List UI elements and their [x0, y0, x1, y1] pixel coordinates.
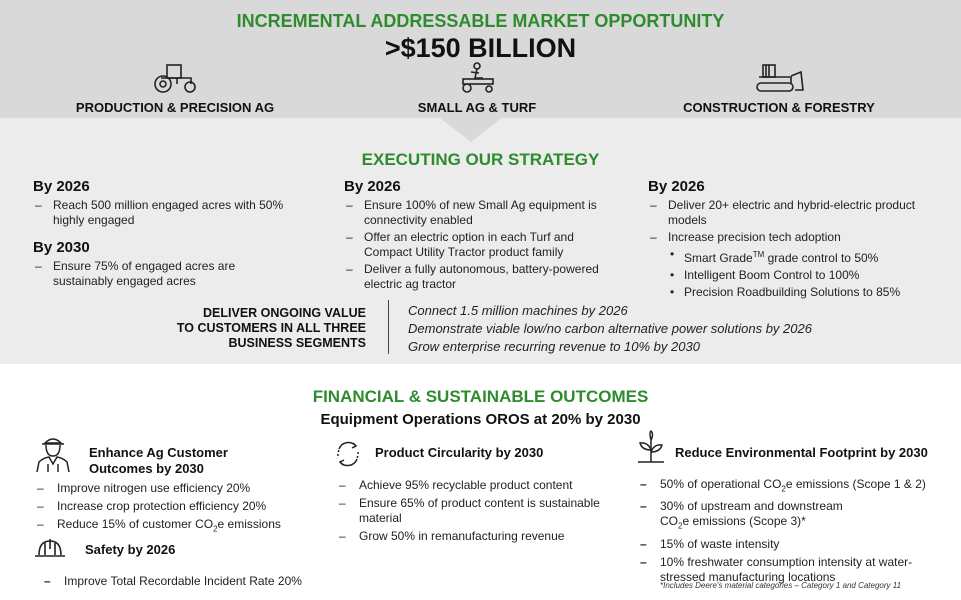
list-item: – 15% of waste intensity: [638, 537, 948, 552]
environment-list: [638, 477, 948, 588]
outcomes-title: FINANCIAL & SUSTAINABLE OUTCOMES: [312, 387, 649, 406]
tractor-icon: [151, 62, 199, 94]
year-heading: By 2026: [344, 178, 401, 195]
list-item: – Offer an electric option in each Turf and Compact Utility Tractor product family: [344, 230, 624, 260]
list-item: – Grow 50% in remanufacturing revenue: [337, 529, 607, 544]
list-item: – 10% freshwater consumption intensity at water-stressed manufacturing locations: [638, 555, 948, 585]
sub-list-item: • Smart Grade™ grade control to 50%: [648, 247, 948, 266]
goal-item: Grow enterprise recurring revenue to 10% by 2030: [408, 339, 700, 354]
safety-heading: Safety by 2026: [85, 542, 176, 557]
list-item: – Reduce 15% of customer $CO_2e$ emissions: [35, 517, 325, 536]
list-item: – Ensure 100% of new Small Ag equipment is connectivity enabled: [344, 198, 624, 228]
ag-outcomes-heading: Enhance Ag Customer Outcomes by 2030: [89, 445, 228, 476]
year-heading: By 2026: [648, 178, 705, 195]
circularity-heading: Product Circularity by 2030: [375, 445, 544, 460]
segment-construction-forestry: [629, 62, 929, 115]
list-item: – Deliver a fully autonomous, battery-powered electric ag tractor: [344, 262, 624, 292]
list-item: – Increase precision tech adoption: [648, 230, 948, 245]
list-item: – Ensure 75% of engaged acres are sustainably engaged acres: [33, 259, 293, 289]
ag-outcomes-list: [35, 481, 325, 539]
year-heading: By 2030: [33, 239, 90, 256]
list-item: – Reach 500 million engaged acres with 50% highly engaged: [33, 198, 293, 228]
circular-arrows-icon: [334, 440, 362, 468]
list-item: – Improve nitrogen use efficiency 20%: [35, 481, 325, 496]
hard-hat-icon: [33, 535, 67, 565]
strategy-column-production: [33, 179, 293, 291]
market-amount: >$150 BILLION: [384, 33, 577, 63]
farmer-icon: [33, 434, 73, 474]
list-item: – Deliver 20+ electric and hybrid-electric product models: [648, 198, 948, 228]
list-item: – 30% of upstream and downstream $CO_2e$ emissions (Scope 3)*: [638, 499, 948, 533]
list-item: – Improve Total Recordable Incident Rate 20%: [42, 574, 332, 589]
segment-production-precision-ag: [25, 62, 325, 115]
safety-list: [42, 574, 332, 592]
deliver-value-statement: DELIVER ONGOING VALUE TO CUSTOMERS IN ALL THREE BUSINESS SEGMENTS: [176, 306, 366, 350]
list-item: – Increase crop protection efficiency 20%: [35, 499, 325, 514]
outcomes-subtitle: Equipment Operations OROS at 20% by 2030: [320, 411, 641, 428]
list-item: – Ensure 65% of product content is sustainable material: [337, 496, 607, 526]
sub-list-item: • Precision Roadbuilding Solutions to 85%: [648, 285, 948, 300]
down-chevron-shape: [440, 118, 502, 142]
bulldozer-icon: [751, 62, 807, 94]
strategy-title: EXECUTING OUR STRATEGY: [361, 150, 600, 169]
goal-item: Demonstrate viable low/no carbon alternative power solutions by 2026: [408, 321, 812, 336]
year-heading: By 2026: [33, 178, 90, 195]
segment-label: SMALL AG & TURF: [417, 100, 537, 115]
sub-list-item: • Intelligent Boom Control to 100%: [648, 268, 948, 283]
segment-label: CONSTRUCTION & FORESTRY: [683, 100, 875, 115]
list-item: – Achieve 95% recyclable product content: [337, 478, 607, 493]
sprout-icon: [636, 430, 666, 466]
market-title: INCREMENTAL ADDRESSABLE MARKET OPPORTUNITY: [236, 11, 725, 31]
environment-heading: Reduce Environmental Footprint by 2030: [675, 445, 928, 460]
circularity-list: [337, 478, 607, 547]
strategy-column-small-ag: [344, 179, 624, 294]
divider: [388, 300, 389, 354]
strategy-column-construction: [648, 179, 948, 302]
segment-label: PRODUCTION & PRECISION AG: [75, 100, 275, 115]
list-item: – 50% of operational $CO_2e$ emissions (Scope 1 & 2): [638, 477, 948, 496]
goal-item: Connect 1.5 million machines by 2026: [408, 303, 628, 318]
enterprise-goals: [408, 302, 812, 356]
segment-small-ag-turf: [327, 62, 627, 115]
riding-mower-icon: [457, 62, 497, 94]
footnote: *Includes Deere's material categories – Category 1 and Category 11: [660, 581, 902, 590]
